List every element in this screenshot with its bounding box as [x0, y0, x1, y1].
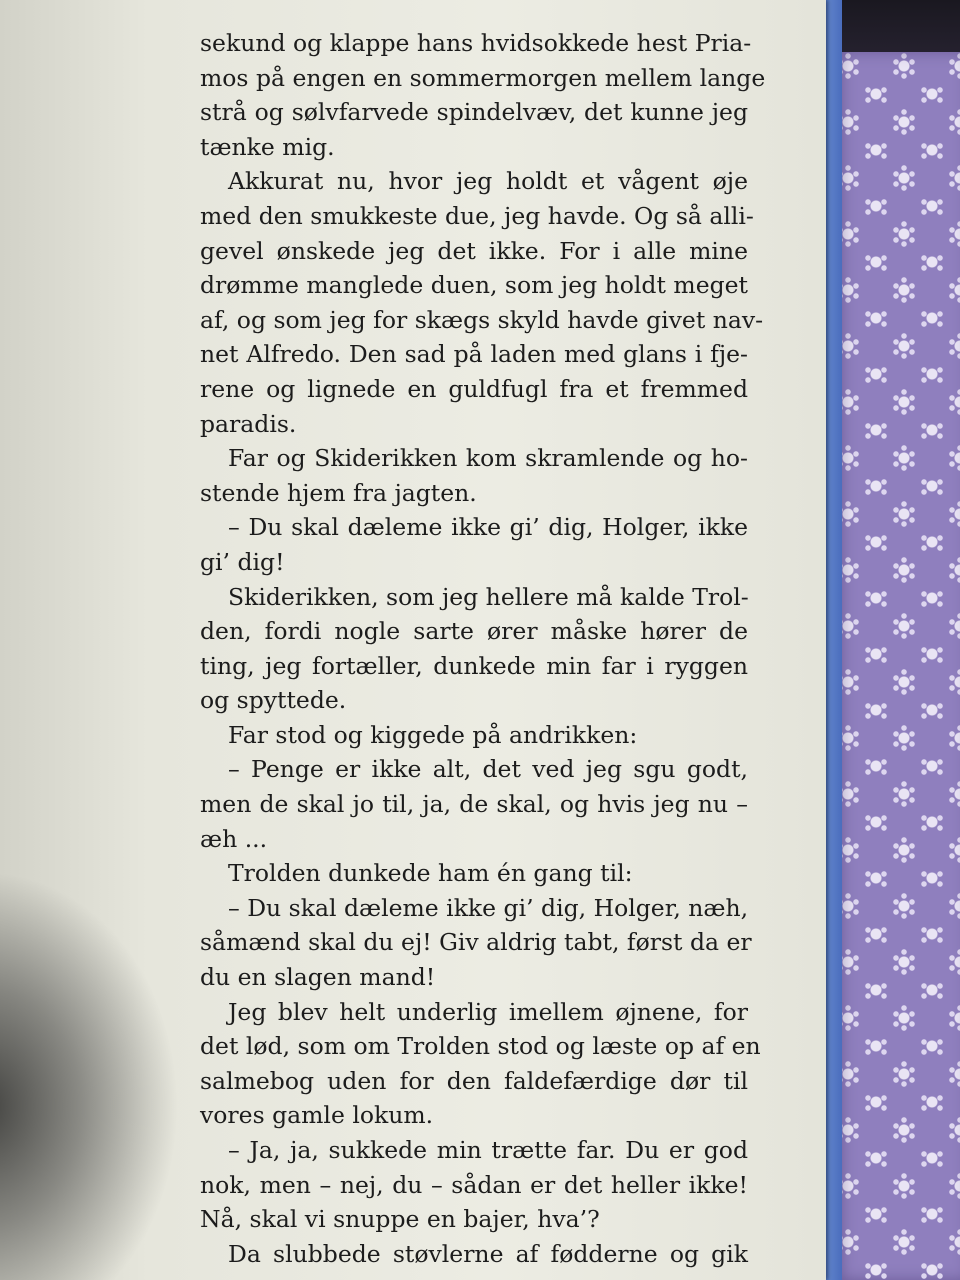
- text-line: af, og som jeg for skægs skyld havde givet nav-: [200, 305, 764, 334]
- text-line: – Ja, ja, sukkede min trætte far. Du er god: [228, 1136, 748, 1164]
- text-line: Skiderikken, som jeg hellere må kalde Trol-: [228, 582, 749, 611]
- page-text: [200, 26, 766, 1271]
- text-line: stende hjem fra jagten.: [200, 478, 477, 507]
- text-line: rene og lignede en guldfugl fra et fremmed: [200, 374, 748, 403]
- text-line: salmebog uden for den faldefærdige dør til: [200, 1066, 748, 1095]
- text-line: den, fordi nogle sarte ører måske hører de: [200, 617, 748, 646]
- text-line: æh ...: [200, 824, 268, 853]
- hand-shadow: [0, 870, 180, 1280]
- text-line: du en slagen mand!: [200, 963, 436, 992]
- text-line: det lød, som om Trolden stod og læste op af en: [200, 1032, 761, 1061]
- text-line: Jeg blev helt underlig imellem øjnene, for: [228, 997, 748, 1026]
- text-line: drømme manglede duen, som jeg holdt meget: [200, 271, 748, 300]
- text-line: strå og sølvfarvede spindelvæv, det kunne jeg: [200, 98, 748, 127]
- text-line: tænke mig.: [200, 132, 335, 161]
- text-line: Da slubbede støvlerne af fødderne og gik: [228, 1239, 748, 1268]
- text-line: og spyttede.: [200, 686, 347, 715]
- text-line: Trolden dunkede ham én gang til:: [228, 859, 633, 888]
- text-line: gi’ dig!: [200, 547, 285, 576]
- text-line: nok, men – nej, du – sådan er det heller ikke!: [200, 1170, 748, 1199]
- text-line: gevel ønskede jeg det ikke. For i alle mine: [200, 236, 748, 265]
- text-line: Akkurat nu, hvor jeg holdt et vågent øje: [228, 167, 748, 196]
- text-line: mos på engen en sommermorgen mellem lange: [200, 63, 766, 92]
- text-line: vores gamle lokum.: [200, 1101, 434, 1130]
- text-line: Far stod og kiggede på andrikken:: [228, 720, 638, 749]
- text-line: såmænd skal du ej! Giv aldrig tabt, først da er: [200, 928, 752, 957]
- text-line: ting, jeg fortæller, dunkede min far i ryggen: [200, 651, 748, 680]
- text-line: – Penge er ikke alt, det ved jeg sgu godt,: [228, 755, 748, 784]
- text-line: men de skal jo til, ja, de skal, og hvis jeg nu –: [200, 790, 748, 819]
- text-line: paradis.: [200, 409, 297, 438]
- text-line: net Alfredo. Den sad på laden med glans i fje-: [200, 340, 748, 369]
- text-line: – Du skal dæleme ikke gi’ dig, Holger, næh,: [228, 893, 749, 922]
- text-line: med den smukkeste due, jeg havde. Og så alli-: [200, 201, 754, 230]
- text-line: Nå, skal vi snuppe en bajer, hva’?: [200, 1205, 600, 1234]
- text-line: sekund og klappe hans hvidsokkede hest Pria-: [200, 29, 752, 57]
- purple-patterned-fabric: [834, 52, 960, 1280]
- text-line: Far og Skiderikken kom skramlende og ho-: [228, 444, 748, 473]
- text-line: – Du skal dæleme ikke gi’ dig, Holger, ikke: [228, 513, 748, 542]
